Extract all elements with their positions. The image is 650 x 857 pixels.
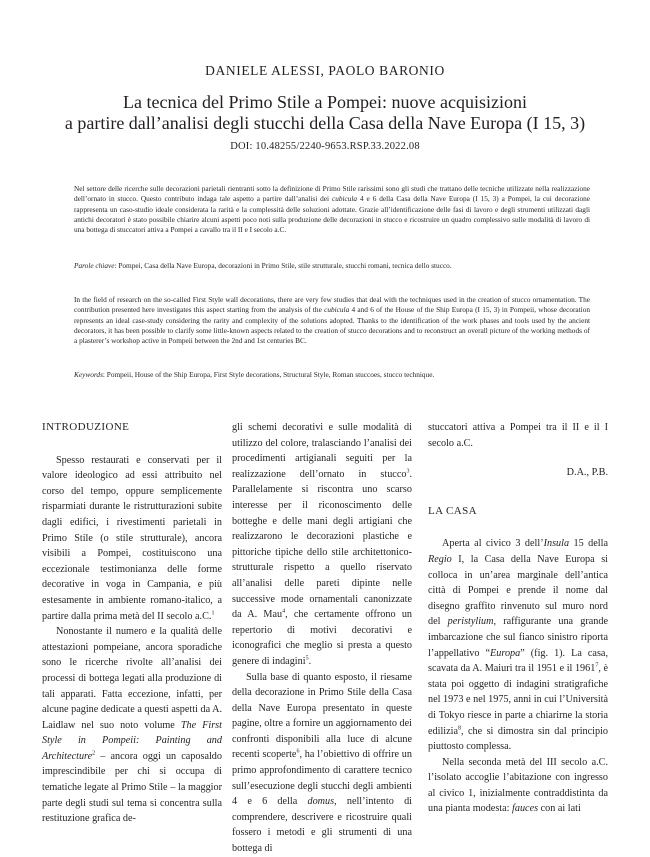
paragraph-text: Spesso restaurati e conservati per il valore ideologico ad essi attribuito nel corso del tempo, oppure semplicemente risparmiati durante le ristrutturazioni subite dagli edifici, i rivestimenti parietali in Primo Stile (o stile strutturale), ancora visibili a Pompei, costituiscono una eccezionale testimonianza delle forme decorative in voga in Campania, e più estesamente in ambiente romano-italico, a partire dalla prima metà del II secolo a.C. <box>42 454 222 622</box>
column-3 <box>428 420 608 817</box>
paragraph-text: Aperta al civico 3 dell’ <box>442 538 544 550</box>
abstract-it-text-1: Nel settore delle ricerche sulle decorazioni parietali rientranti sotto la definizione di Primo Stile rarissimi sono gli studi che trattano delle tecniche utilizzate nella realizzazione dell’ornato in stucco. Questo contributo indaga tale aspetto a partire dall’analisi dei <box>74 184 590 204</box>
paragraph-text: , ha l’obiettivo di offrire un primo approfondimento di carattere tecnico sull’esecuzione degli stucchi degli ambienti 4 e 6 della <box>232 749 412 808</box>
paragraph-text: , nell’intento di comprendere, descrivere e ricostruire quali fossero i metodi e gli strumenti di una bottega di <box>232 796 412 855</box>
section-heading-introduzione: INTRODUZIONE <box>42 421 130 433</box>
italic-term: Regio <box>428 553 452 565</box>
italic-term: Europa <box>490 647 521 659</box>
footnote-ref[interactable]: 4 <box>282 608 286 615</box>
paragraph-text: stuccatori attiva a Pompei tra il II e il I secolo a.C. <box>428 422 608 449</box>
paragraph <box>42 453 222 625</box>
abstract-en-italic: cubicula <box>324 305 350 315</box>
footnote-ref[interactable]: 6 <box>296 749 300 756</box>
abstract-en-text-1: In the field of research on the so-called First Style wall decorations, there are very few studies that deal with the techniques used in the creation of stucco ornamentation. The contribution presented here investigates this aspect starting from the analysis of the <box>74 295 590 315</box>
paragraph <box>232 670 412 857</box>
paragraph-text: 15 della <box>569 538 608 550</box>
footnote-ref[interactable]: 8 <box>457 725 461 732</box>
paragraph-text: I, la Casa della Nave Europa si colloca in un’area marginale dell’antica città di Pompei e prende il nome dal disegno graffito rinvenuto sul muro nord del <box>428 553 608 628</box>
keywords-en-text: : Pompeii, House of the Ship Europa, First Style decorations, Structural Style, Roman stuccoes, stucco technique. <box>102 370 435 379</box>
paragraph-text: , che certamente offrono un repertorio di motivi decorativi e iconografici che meglio si presta a questo genere di indagini <box>232 609 413 667</box>
keywords-english <box>74 370 590 380</box>
section-heading-la-casa: LA CASA <box>428 504 477 517</box>
italic-term: fauces <box>512 803 539 815</box>
italic-term: peristylium <box>447 616 494 628</box>
paragraph <box>428 536 608 754</box>
footnote-ref[interactable]: 2 <box>92 750 96 757</box>
book-title: The First Style in Pompeii: Painting and Architecture <box>42 719 222 762</box>
keywords-en-label: Keywords <box>74 370 103 379</box>
paragraph-text: con ai lati <box>538 803 581 815</box>
paragraph-text: . <box>308 655 312 667</box>
title-line-1: La tecnica del Primo Stile a Pompei: nuove acquisizioni <box>123 92 527 112</box>
author-signature: D.A., P.B. <box>566 467 608 479</box>
footnote-ref[interactable]: 5 <box>305 655 309 662</box>
paragraph <box>42 624 222 827</box>
footnote-ref[interactable]: 7 <box>595 662 599 669</box>
title-line-2: a partire dall’analisi degli stucchi della Casa della Nave Europa (I 15, 3) <box>64 113 586 133</box>
abstract-english <box>74 295 590 346</box>
paragraph-text: , raffigurante una grande imbarcazione che sul fianco sinistro riporta l’appellativo “ <box>428 616 608 659</box>
paragraph-text: , è stata poi oggetto di indagini stratigrafiche nel 1973 e nel 1975, anni in cui l’Università di Tokyo riesce in parte a chiarirne la storia edilizia <box>428 663 608 737</box>
column-2 <box>232 420 412 857</box>
paragraph-text: , che si dimostra sin dal principio piuttosto complessa. <box>428 725 608 753</box>
abstract-en-text-2: 4 and 6 of the House of the Ship Europa (I 15, 3) in Pompeii, whose decoration represents an ideal case-study considering the rarity and complexity of the solutions adopted. Thanks to the identification of the work phases and tools used by the ancient decorators, it has been possible to clarify some little-known aspects related to the creation of stucco decorations and to reconstruct an overall picture of the working methods of a plasterer’s workshop active in Pompeii between the 2nd and 1st centuries BC. <box>74 305 590 346</box>
italic-term: domus <box>307 796 335 808</box>
paragraph-text: Sulla base di quanto esposto, il riesame della decorazione in Primo Stile della Casa della Nave Europa presentato in queste pagine, oltre a fornire un aggiornamento dei confronti disponibili alla luce di alcune recenti scoperte <box>232 671 412 761</box>
paragraph <box>428 755 608 817</box>
abstract-italian <box>74 184 590 235</box>
paragraph-text: ” (fig. 1). La casa, scavata da A. Maiuri tra il 1951 e il 1961 <box>428 647 608 675</box>
doi: DOI: 10.48255/2240-9653.RSP.33.2022.08 <box>230 141 420 152</box>
paragraph-text: Nonostante il numero e la qualità delle attestazioni pompeiane, ancora sporadiche sono le ricerche rivolte all’analisi dei processi di bottega legati alla produzione di tali apparati. Fatta eccezione, infatti, per alcune pagine dedicate a questi aspetti da A. Laidlaw nel suo noto volume <box>42 626 222 731</box>
paragraph-text: . Parallelamente si riscontra uno scarso interesse per il riconoscimento delle botteghe e delle mani degli artigiani che realizzarono le decorazioni plastiche e pittoriche tipiche dello stile architettonico-strutturale rispetto a quello riservato all’analisi delle pareti dipinte nelle successive mode ornamentali canonizzate da A. Mau <box>232 468 412 621</box>
italic-term: Insula <box>543 538 570 550</box>
paragraph <box>428 420 608 451</box>
column-1 <box>42 420 222 827</box>
footnote-ref[interactable]: 3 <box>406 468 410 475</box>
keywords-it-label: Parole chiave <box>74 261 115 270</box>
abstract-it-text-2: 4 e 6 della Casa della Nave Europa (I 15, 3) a Pompei, la cui decorazione rappresenta un caso-studio ideale considerata la rarità e la complessità delle soluzioni adottate. Grazie all’identificazione delle fasi di lavoro e degli strumenti utilizzati dagli antichi decoratori è stato possibile chiarire alcuni aspetti poco noti sulla produzione delle decorazioni in stucco e ricostruire un quadro complessivo sulle modalità di lavoro di una bottega di stuccatori attiva a Pompei a cavallo tra il II e I secolo a.C. <box>74 194 590 235</box>
footnote-ref[interactable]: 1 <box>211 610 215 617</box>
paragraph-text: Nella seconda metà del III secolo a.C. l’isolato accoglie l’abitazione con ingresso al civico 1, inizialmente contraddistinta da una pianta modesta: <box>428 756 608 815</box>
keywords-italian <box>74 261 590 271</box>
paragraph-text: gli schemi decorativi e sulle modalità di utilizzo del colore, tralasciando l’analisi dei procedimenti artigianali seguiti per la realizzazione dell’ornato in stucco <box>232 422 412 480</box>
keywords-it-text: : Pompei, Casa della Nave Europa, decorazioni in Primo Stile, stile strutturale, stucchi romani, tecnica dello stucco. <box>114 261 452 270</box>
article-title <box>40 92 610 134</box>
paragraph <box>232 420 412 670</box>
abstract-it-italic: cubicula <box>331 194 358 204</box>
paragraph-text: – ancora oggi un caposaldo imprescindibile per chi si occupa di tematiche legate al Primo Stile – la maggior parte degli studi sul tema si concentra sulla restituzione grafica de- <box>42 750 222 825</box>
authors: DANIELE ALESSI, PAOLO BARONIO <box>205 63 445 78</box>
